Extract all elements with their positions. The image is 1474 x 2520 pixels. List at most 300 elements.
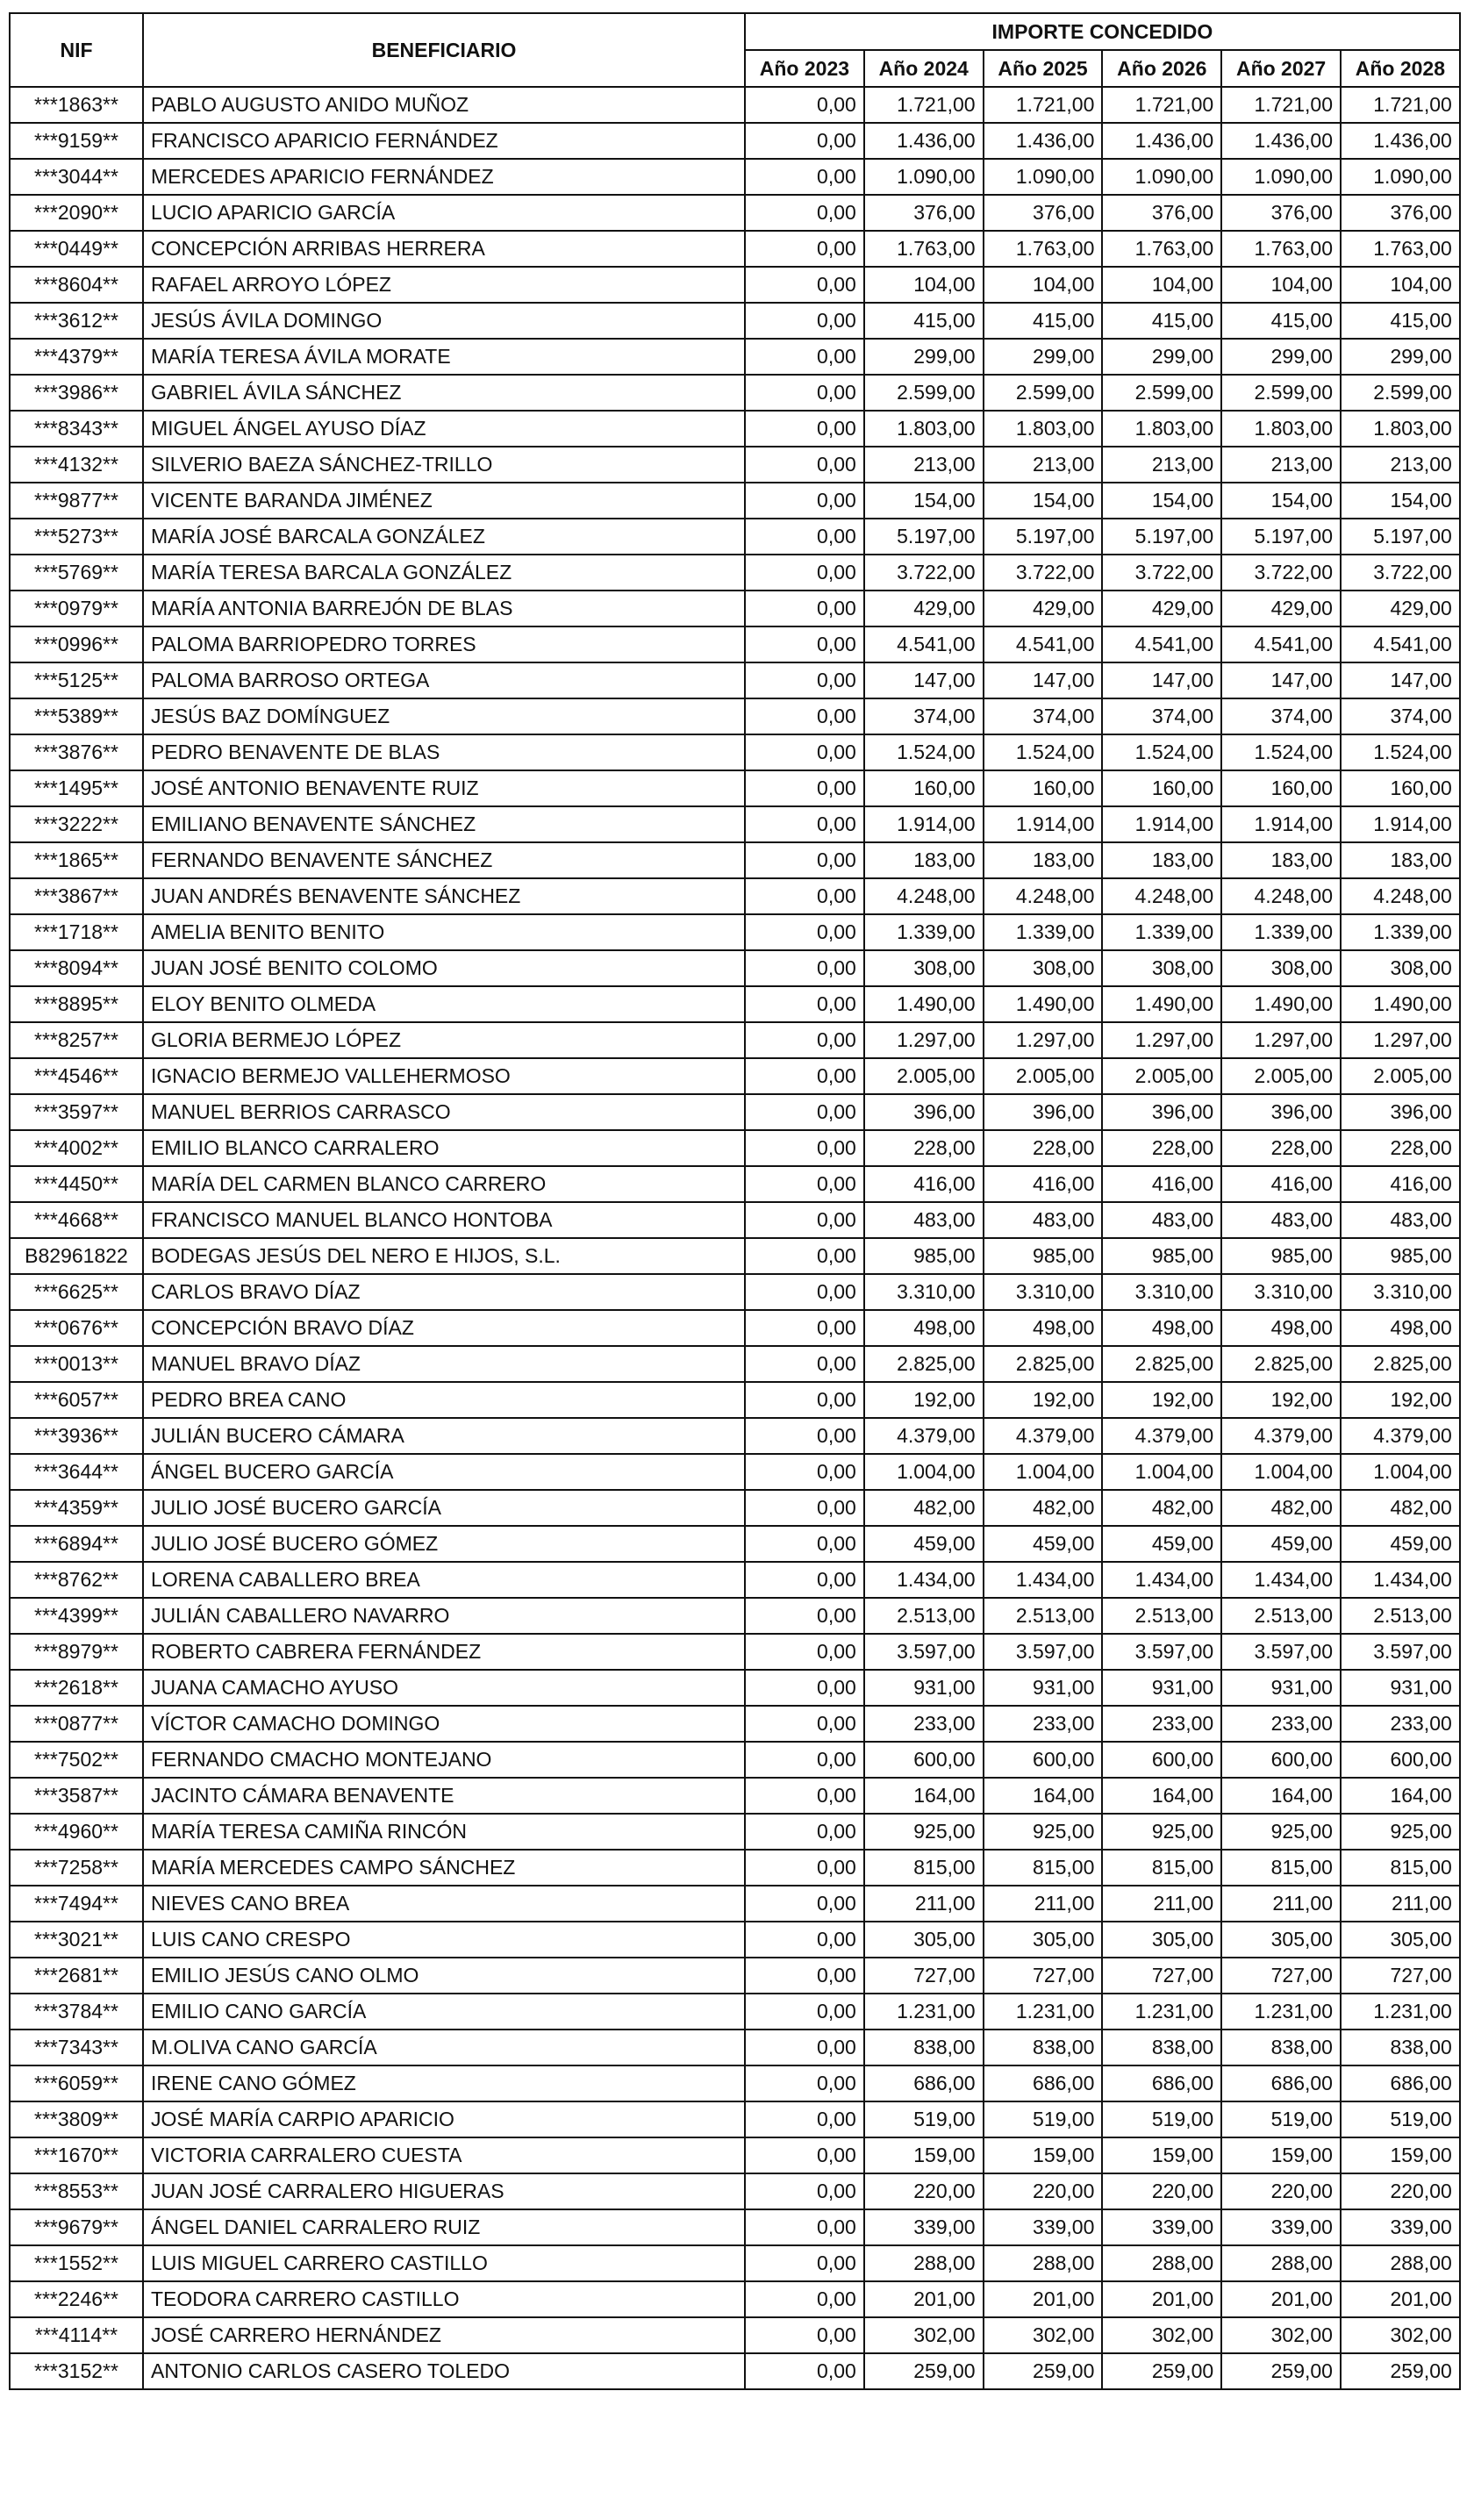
amount-cell-2025: 339,00 bbox=[984, 2209, 1103, 2245]
nif-cell: ***6625** bbox=[10, 1274, 143, 1310]
amount-cell-2025: 259,00 bbox=[984, 2353, 1103, 2389]
beneficiario-cell: JUAN JOSÉ CARRALERO HIGUERAS bbox=[143, 2173, 745, 2209]
amount-cell-2026: 4.541,00 bbox=[1102, 626, 1221, 662]
nif-cell: ***8979** bbox=[10, 1634, 143, 1670]
nif-cell: ***1865** bbox=[10, 842, 143, 878]
importe-concedido-header: IMPORTE CONCEDIDO bbox=[745, 13, 1460, 50]
amount-cell-2024: 416,00 bbox=[864, 1166, 984, 1202]
amount-cell-2026: 1.721,00 bbox=[1102, 87, 1221, 123]
beneficiario-cell: ÁNGEL DANIEL CARRALERO RUIZ bbox=[143, 2209, 745, 2245]
table-row bbox=[10, 698, 1460, 734]
nif-cell: ***2246** bbox=[10, 2281, 143, 2317]
amount-cell-2024: 288,00 bbox=[864, 2245, 984, 2281]
table-row bbox=[10, 878, 1460, 914]
amount-cell-2026: 2.599,00 bbox=[1102, 375, 1221, 411]
beneficiario-cell: CONCEPCIÓN BRAVO DÍAZ bbox=[143, 1310, 745, 1346]
amount-cell-2028: 519,00 bbox=[1341, 2101, 1460, 2137]
table-row bbox=[10, 1130, 1460, 1166]
table-row bbox=[10, 1634, 1460, 1670]
table-row bbox=[10, 1598, 1460, 1634]
amount-cell-2027: 147,00 bbox=[1221, 662, 1341, 698]
amount-cell-2027: 228,00 bbox=[1221, 1130, 1341, 1166]
amount-cell-2025: 1.803,00 bbox=[984, 411, 1103, 447]
beneficiario-cell: JACINTO CÁMARA BENAVENTE bbox=[143, 1778, 745, 1814]
beneficiario-cell: MERCEDES APARICIO FERNÁNDEZ bbox=[143, 159, 745, 195]
amount-cell-2027: 201,00 bbox=[1221, 2281, 1341, 2317]
amount-cell-2025: 1.339,00 bbox=[984, 914, 1103, 950]
amount-cell-2023: 0,00 bbox=[745, 1166, 864, 1202]
amount-cell-2027: 519,00 bbox=[1221, 2101, 1341, 2137]
amount-cell-2027: 233,00 bbox=[1221, 1706, 1341, 1742]
nif-cell: ***0877** bbox=[10, 1706, 143, 1742]
amount-cell-2027: 925,00 bbox=[1221, 1814, 1341, 1850]
amount-cell-2027: 376,00 bbox=[1221, 195, 1341, 231]
table-row bbox=[10, 1562, 1460, 1598]
nif-cell: ***6894** bbox=[10, 1526, 143, 1562]
amount-cell-2027: 4.541,00 bbox=[1221, 626, 1341, 662]
amount-cell-2026: 211,00 bbox=[1102, 1886, 1221, 1922]
amount-cell-2027: 339,00 bbox=[1221, 2209, 1341, 2245]
amount-cell-2023: 0,00 bbox=[745, 2281, 864, 2317]
beneficiario-cell: FERNANDO BENAVENTE SÁNCHEZ bbox=[143, 842, 745, 878]
nif-cell: ***3644** bbox=[10, 1454, 143, 1490]
amount-cell-2027: 931,00 bbox=[1221, 1670, 1341, 1706]
amount-cell-2023: 0,00 bbox=[745, 1886, 864, 1922]
amount-cell-2025: 213,00 bbox=[984, 447, 1103, 483]
amount-cell-2026: 815,00 bbox=[1102, 1850, 1221, 1886]
amount-cell-2028: 2.599,00 bbox=[1341, 375, 1460, 411]
amount-cell-2028: 154,00 bbox=[1341, 483, 1460, 519]
beneficiario-cell: PABLO AUGUSTO ANIDO MUÑOZ bbox=[143, 87, 745, 123]
amount-cell-2026: 838,00 bbox=[1102, 2030, 1221, 2065]
amount-cell-2024: 183,00 bbox=[864, 842, 984, 878]
amount-cell-2028: 1.339,00 bbox=[1341, 914, 1460, 950]
year-header-2028: Año 2028 bbox=[1341, 50, 1460, 87]
amount-cell-2028: 396,00 bbox=[1341, 1094, 1460, 1130]
table-row bbox=[10, 1094, 1460, 1130]
amount-cell-2024: 305,00 bbox=[864, 1922, 984, 1958]
nif-cell: ***1718** bbox=[10, 914, 143, 950]
amount-cell-2023: 0,00 bbox=[745, 339, 864, 375]
header-row-top bbox=[10, 13, 1460, 50]
nif-cell: ***3809** bbox=[10, 2101, 143, 2137]
beneficiario-cell: LUIS CANO CRESPO bbox=[143, 1922, 745, 1958]
amount-cell-2027: 302,00 bbox=[1221, 2317, 1341, 2353]
amount-cell-2025: 1.914,00 bbox=[984, 806, 1103, 842]
amount-cell-2026: 201,00 bbox=[1102, 2281, 1221, 2317]
amount-cell-2027: 211,00 bbox=[1221, 1886, 1341, 1922]
amount-cell-2028: 931,00 bbox=[1341, 1670, 1460, 1706]
amount-cell-2026: 3.310,00 bbox=[1102, 1274, 1221, 1310]
amount-cell-2024: 2.599,00 bbox=[864, 375, 984, 411]
beneficiario-cell: FRANCISCO MANUEL BLANCO HONTOBA bbox=[143, 1202, 745, 1238]
amount-cell-2027: 483,00 bbox=[1221, 1202, 1341, 1238]
amount-cell-2028: 183,00 bbox=[1341, 842, 1460, 878]
beneficiario-cell: EMILIO BLANCO CARRALERO bbox=[143, 1130, 745, 1166]
amount-cell-2025: 1.524,00 bbox=[984, 734, 1103, 770]
amount-cell-2024: 201,00 bbox=[864, 2281, 984, 2317]
amount-cell-2027: 192,00 bbox=[1221, 1382, 1341, 1418]
amount-cell-2024: 498,00 bbox=[864, 1310, 984, 1346]
amount-cell-2028: 4.379,00 bbox=[1341, 1418, 1460, 1454]
amount-cell-2025: 2.599,00 bbox=[984, 375, 1103, 411]
amount-cell-2027: 3.722,00 bbox=[1221, 555, 1341, 591]
amount-cell-2024: 302,00 bbox=[864, 2317, 984, 2353]
amount-cell-2023: 0,00 bbox=[745, 1094, 864, 1130]
amount-cell-2025: 302,00 bbox=[984, 2317, 1103, 2353]
amount-cell-2023: 0,00 bbox=[745, 2173, 864, 2209]
amount-cell-2028: 498,00 bbox=[1341, 1310, 1460, 1346]
nif-cell: ***4359** bbox=[10, 1490, 143, 1526]
amount-cell-2028: 416,00 bbox=[1341, 1166, 1460, 1202]
amount-cell-2024: 1.339,00 bbox=[864, 914, 984, 950]
amount-cell-2023: 0,00 bbox=[745, 698, 864, 734]
nif-cell: ***4379** bbox=[10, 339, 143, 375]
beneficiario-cell: NIEVES CANO BREA bbox=[143, 1886, 745, 1922]
amount-cell-2023: 0,00 bbox=[745, 1022, 864, 1058]
table-row bbox=[10, 1238, 1460, 1274]
amount-cell-2024: 259,00 bbox=[864, 2353, 984, 2389]
beneficiario-cell: LORENA CABALLERO BREA bbox=[143, 1562, 745, 1598]
nif-cell: ***1670** bbox=[10, 2137, 143, 2173]
nif-cell: ***1552** bbox=[10, 2245, 143, 2281]
table-row bbox=[10, 159, 1460, 195]
amount-cell-2026: 483,00 bbox=[1102, 1202, 1221, 1238]
nif-cell: ***4668** bbox=[10, 1202, 143, 1238]
nif-cell: ***9159** bbox=[10, 123, 143, 159]
amount-cell-2024: 815,00 bbox=[864, 1850, 984, 1886]
amount-cell-2028: 1.524,00 bbox=[1341, 734, 1460, 770]
amount-cell-2028: 339,00 bbox=[1341, 2209, 1460, 2245]
table-row bbox=[10, 1058, 1460, 1094]
table-row bbox=[10, 1382, 1460, 1418]
amount-cell-2024: 192,00 bbox=[864, 1382, 984, 1418]
amount-cell-2025: 429,00 bbox=[984, 591, 1103, 626]
amount-cell-2027: 1.721,00 bbox=[1221, 87, 1341, 123]
amount-cell-2026: 1.490,00 bbox=[1102, 986, 1221, 1022]
amount-cell-2028: 308,00 bbox=[1341, 950, 1460, 986]
amount-cell-2025: 838,00 bbox=[984, 2030, 1103, 2065]
amount-cell-2026: 220,00 bbox=[1102, 2173, 1221, 2209]
amount-cell-2025: 1.434,00 bbox=[984, 1562, 1103, 1598]
table-row bbox=[10, 914, 1460, 950]
amount-cell-2023: 0,00 bbox=[745, 1490, 864, 1526]
amount-cell-2023: 0,00 bbox=[745, 591, 864, 626]
amount-cell-2026: 1.436,00 bbox=[1102, 123, 1221, 159]
amount-cell-2027: 154,00 bbox=[1221, 483, 1341, 519]
amount-cell-2026: 3.722,00 bbox=[1102, 555, 1221, 591]
nif-cell: ***8895** bbox=[10, 986, 143, 1022]
nif-cell: ***1863** bbox=[10, 87, 143, 123]
amount-cell-2025: 220,00 bbox=[984, 2173, 1103, 2209]
amount-cell-2027: 396,00 bbox=[1221, 1094, 1341, 1130]
amount-cell-2025: 228,00 bbox=[984, 1130, 1103, 1166]
amount-cell-2023: 0,00 bbox=[745, 1058, 864, 1094]
beneficiario-cell: JULIÁN CABALLERO NAVARRO bbox=[143, 1598, 745, 1634]
amount-cell-2028: 459,00 bbox=[1341, 1526, 1460, 1562]
nif-cell: ***8257** bbox=[10, 1022, 143, 1058]
amount-cell-2025: 1.721,00 bbox=[984, 87, 1103, 123]
amount-cell-2026: 925,00 bbox=[1102, 1814, 1221, 1850]
nif-cell: ***5273** bbox=[10, 519, 143, 555]
beneficiario-cell: JULIÁN BUCERO CÁMARA bbox=[143, 1418, 745, 1454]
table-row bbox=[10, 806, 1460, 842]
nif-cell: ***3876** bbox=[10, 734, 143, 770]
amount-cell-2023: 0,00 bbox=[745, 447, 864, 483]
amount-cell-2023: 0,00 bbox=[745, 231, 864, 267]
table-row bbox=[10, 986, 1460, 1022]
amount-cell-2023: 0,00 bbox=[745, 1526, 864, 1562]
amount-cell-2023: 0,00 bbox=[745, 1418, 864, 1454]
amount-cell-2025: 2.825,00 bbox=[984, 1346, 1103, 1382]
amount-cell-2024: 4.379,00 bbox=[864, 1418, 984, 1454]
amount-cell-2025: 288,00 bbox=[984, 2245, 1103, 2281]
amount-cell-2027: 299,00 bbox=[1221, 339, 1341, 375]
beneficiario-cell: GABRIEL ÁVILA SÁNCHEZ bbox=[143, 375, 745, 411]
amount-cell-2023: 0,00 bbox=[745, 2101, 864, 2137]
amount-cell-2023: 0,00 bbox=[745, 2137, 864, 2173]
beneficiario-cell: MARÍA TERESA ÁVILA MORATE bbox=[143, 339, 745, 375]
amount-cell-2025: 160,00 bbox=[984, 770, 1103, 806]
amount-cell-2024: 1.490,00 bbox=[864, 986, 984, 1022]
amount-cell-2023: 0,00 bbox=[745, 986, 864, 1022]
amount-cell-2026: 482,00 bbox=[1102, 1490, 1221, 1526]
amount-cell-2027: 183,00 bbox=[1221, 842, 1341, 878]
amount-cell-2028: 213,00 bbox=[1341, 447, 1460, 483]
amount-cell-2023: 0,00 bbox=[745, 1814, 864, 1850]
amount-cell-2026: 1.434,00 bbox=[1102, 1562, 1221, 1598]
amount-cell-2026: 985,00 bbox=[1102, 1238, 1221, 1274]
nif-cell: ***5125** bbox=[10, 662, 143, 698]
amount-cell-2026: 2.513,00 bbox=[1102, 1598, 1221, 1634]
amount-cell-2025: 147,00 bbox=[984, 662, 1103, 698]
amount-cell-2025: 4.379,00 bbox=[984, 1418, 1103, 1454]
beneficiario-cell: PEDRO BREA CANO bbox=[143, 1382, 745, 1418]
amount-cell-2024: 233,00 bbox=[864, 1706, 984, 1742]
amount-cell-2024: 727,00 bbox=[864, 1958, 984, 1994]
nif-cell: ***5389** bbox=[10, 698, 143, 734]
beneficiario-cell: RAFAEL ARROYO LÓPEZ bbox=[143, 267, 745, 303]
amount-cell-2027: 164,00 bbox=[1221, 1778, 1341, 1814]
amount-cell-2024: 1.004,00 bbox=[864, 1454, 984, 1490]
amount-cell-2025: 1.436,00 bbox=[984, 123, 1103, 159]
beneficiario-cell: MANUEL BRAVO DÍAZ bbox=[143, 1346, 745, 1382]
nif-cell: ***4399** bbox=[10, 1598, 143, 1634]
amount-cell-2027: 1.004,00 bbox=[1221, 1454, 1341, 1490]
amount-cell-2026: 1.803,00 bbox=[1102, 411, 1221, 447]
amount-cell-2027: 104,00 bbox=[1221, 267, 1341, 303]
beneficiario-cell: JULIO JOSÉ BUCERO GÓMEZ bbox=[143, 1526, 745, 1562]
amount-cell-2028: 228,00 bbox=[1341, 1130, 1460, 1166]
beneficiario-cell: SILVERIO BAEZA SÁNCHEZ-TRILLO bbox=[143, 447, 745, 483]
table-row bbox=[10, 231, 1460, 267]
amount-cell-2025: 985,00 bbox=[984, 1238, 1103, 1274]
amount-cell-2026: 4.248,00 bbox=[1102, 878, 1221, 914]
amount-cell-2027: 1.297,00 bbox=[1221, 1022, 1341, 1058]
amount-cell-2023: 0,00 bbox=[745, 2353, 864, 2389]
beneficiario-cell: MIGUEL ÁNGEL AYUSO DÍAZ bbox=[143, 411, 745, 447]
beneficiario-cell: MARÍA ANTONIA BARREJÓN DE BLAS bbox=[143, 591, 745, 626]
year-header-2023: Año 2023 bbox=[745, 50, 864, 87]
amount-cell-2025: 2.513,00 bbox=[984, 1598, 1103, 1634]
amount-cell-2025: 233,00 bbox=[984, 1706, 1103, 1742]
amount-cell-2027: 308,00 bbox=[1221, 950, 1341, 986]
amount-cell-2024: 519,00 bbox=[864, 2101, 984, 2137]
amount-cell-2023: 0,00 bbox=[745, 2209, 864, 2245]
table-row bbox=[10, 519, 1460, 555]
amount-cell-2025: 4.248,00 bbox=[984, 878, 1103, 914]
table-row bbox=[10, 1706, 1460, 1742]
nif-cell: ***4960** bbox=[10, 1814, 143, 1850]
amount-cell-2024: 931,00 bbox=[864, 1670, 984, 1706]
amount-cell-2026: 396,00 bbox=[1102, 1094, 1221, 1130]
amount-cell-2023: 0,00 bbox=[745, 1742, 864, 1778]
amount-cell-2023: 0,00 bbox=[745, 1238, 864, 1274]
table-row bbox=[10, 123, 1460, 159]
table-row bbox=[10, 1418, 1460, 1454]
amount-cell-2024: 1.434,00 bbox=[864, 1562, 984, 1598]
nif-cell: ***4114** bbox=[10, 2317, 143, 2353]
nif-cell: ***8762** bbox=[10, 1562, 143, 1598]
amount-cell-2027: 160,00 bbox=[1221, 770, 1341, 806]
amount-cell-2027: 600,00 bbox=[1221, 1742, 1341, 1778]
amount-cell-2024: 3.597,00 bbox=[864, 1634, 984, 1670]
nif-cell: ***6057** bbox=[10, 1382, 143, 1418]
nif-cell: B82961822 bbox=[10, 1238, 143, 1274]
amount-cell-2023: 0,00 bbox=[745, 1382, 864, 1418]
table-row bbox=[10, 1922, 1460, 1958]
amount-cell-2025: 931,00 bbox=[984, 1670, 1103, 1706]
beneficiario-cell: EMILIO CANO GARCÍA bbox=[143, 1994, 745, 2030]
year-header-2024: Año 2024 bbox=[864, 50, 984, 87]
amount-cell-2026: 288,00 bbox=[1102, 2245, 1221, 2281]
amount-cell-2027: 288,00 bbox=[1221, 2245, 1341, 2281]
amount-cell-2025: 482,00 bbox=[984, 1490, 1103, 1526]
amount-cell-2024: 376,00 bbox=[864, 195, 984, 231]
year-header-2027: Año 2027 bbox=[1221, 50, 1341, 87]
amount-cell-2024: 1.803,00 bbox=[864, 411, 984, 447]
beneficiario-cell: JOSÉ MARÍA CARPIO APARICIO bbox=[143, 2101, 745, 2137]
amount-cell-2023: 0,00 bbox=[745, 1778, 864, 1814]
amount-cell-2026: 1.524,00 bbox=[1102, 734, 1221, 770]
amount-cell-2027: 727,00 bbox=[1221, 1958, 1341, 1994]
amount-cell-2026: 2.825,00 bbox=[1102, 1346, 1221, 1382]
beneficiario-cell: JOSÉ ANTONIO BENAVENTE RUIZ bbox=[143, 770, 745, 806]
amount-cell-2027: 1.231,00 bbox=[1221, 1994, 1341, 2030]
amount-cell-2028: 727,00 bbox=[1341, 1958, 1460, 1994]
amount-cell-2024: 2.825,00 bbox=[864, 1346, 984, 1382]
amount-cell-2026: 5.197,00 bbox=[1102, 519, 1221, 555]
amount-cell-2028: 600,00 bbox=[1341, 1742, 1460, 1778]
amount-cell-2026: 1.297,00 bbox=[1102, 1022, 1221, 1058]
amount-cell-2025: 1.490,00 bbox=[984, 986, 1103, 1022]
beneficiario-cell: TEODORA CARRERO CASTILLO bbox=[143, 2281, 745, 2317]
amount-cell-2027: 1.914,00 bbox=[1221, 806, 1341, 842]
amount-cell-2025: 498,00 bbox=[984, 1310, 1103, 1346]
amount-cell-2027: 1.090,00 bbox=[1221, 159, 1341, 195]
amount-cell-2023: 0,00 bbox=[745, 1130, 864, 1166]
nif-cell: ***7343** bbox=[10, 2030, 143, 2065]
amount-cell-2028: 815,00 bbox=[1341, 1850, 1460, 1886]
amount-cell-2026: 429,00 bbox=[1102, 591, 1221, 626]
amount-cell-2028: 1.004,00 bbox=[1341, 1454, 1460, 1490]
nif-cell: ***4450** bbox=[10, 1166, 143, 1202]
amount-cell-2028: 3.597,00 bbox=[1341, 1634, 1460, 1670]
nif-cell: ***3612** bbox=[10, 303, 143, 339]
amount-cell-2024: 154,00 bbox=[864, 483, 984, 519]
amount-cell-2023: 0,00 bbox=[745, 662, 864, 698]
amount-cell-2027: 1.490,00 bbox=[1221, 986, 1341, 1022]
nif-cell: ***5769** bbox=[10, 555, 143, 591]
amount-cell-2028: 1.231,00 bbox=[1341, 1994, 1460, 2030]
amount-cell-2027: 1.434,00 bbox=[1221, 1562, 1341, 1598]
amount-cell-2023: 0,00 bbox=[745, 1598, 864, 1634]
amount-cell-2027: 259,00 bbox=[1221, 2353, 1341, 2389]
amount-cell-2027: 416,00 bbox=[1221, 1166, 1341, 1202]
amount-cell-2023: 0,00 bbox=[745, 375, 864, 411]
table-row bbox=[10, 1670, 1460, 1706]
amount-cell-2026: 159,00 bbox=[1102, 2137, 1221, 2173]
amount-cell-2023: 0,00 bbox=[745, 950, 864, 986]
amount-cell-2024: 308,00 bbox=[864, 950, 984, 986]
amount-cell-2024: 1.524,00 bbox=[864, 734, 984, 770]
amount-cell-2028: 429,00 bbox=[1341, 591, 1460, 626]
amount-cell-2026: 339,00 bbox=[1102, 2209, 1221, 2245]
amount-cell-2024: 374,00 bbox=[864, 698, 984, 734]
amount-cell-2027: 2.005,00 bbox=[1221, 1058, 1341, 1094]
beneficiario-cell: VÍCTOR CAMACHO DOMINGO bbox=[143, 1706, 745, 1742]
amount-cell-2028: 1.490,00 bbox=[1341, 986, 1460, 1022]
amount-cell-2026: 1.914,00 bbox=[1102, 806, 1221, 842]
amount-cell-2023: 0,00 bbox=[745, 1454, 864, 1490]
amount-cell-2026: 931,00 bbox=[1102, 1670, 1221, 1706]
table-row bbox=[10, 1814, 1460, 1850]
nif-cell: ***8343** bbox=[10, 411, 143, 447]
nif-cell: ***7258** bbox=[10, 1850, 143, 1886]
amount-cell-2028: 211,00 bbox=[1341, 1886, 1460, 1922]
amount-cell-2023: 0,00 bbox=[745, 2317, 864, 2353]
table-row bbox=[10, 1346, 1460, 1382]
amount-cell-2024: 104,00 bbox=[864, 267, 984, 303]
beneficiario-cell: PEDRO BENAVENTE DE BLAS bbox=[143, 734, 745, 770]
nif-cell: ***2618** bbox=[10, 1670, 143, 1706]
table-row bbox=[10, 375, 1460, 411]
amount-cell-2027: 498,00 bbox=[1221, 1310, 1341, 1346]
amount-cell-2026: 160,00 bbox=[1102, 770, 1221, 806]
table-row bbox=[10, 2173, 1460, 2209]
amount-cell-2026: 305,00 bbox=[1102, 1922, 1221, 1958]
beneficiario-cell: IRENE CANO GÓMEZ bbox=[143, 2065, 745, 2101]
nif-cell: ***4546** bbox=[10, 1058, 143, 1094]
nif-cell: ***8094** bbox=[10, 950, 143, 986]
amount-cell-2025: 5.197,00 bbox=[984, 519, 1103, 555]
amount-cell-2026: 213,00 bbox=[1102, 447, 1221, 483]
beneficiario-cell: CARLOS BRAVO DÍAZ bbox=[143, 1274, 745, 1310]
amount-cell-2028: 1.803,00 bbox=[1341, 411, 1460, 447]
amount-cell-2028: 686,00 bbox=[1341, 2065, 1460, 2101]
amount-cell-2028: 299,00 bbox=[1341, 339, 1460, 375]
amount-cell-2028: 192,00 bbox=[1341, 1382, 1460, 1418]
amount-cell-2023: 0,00 bbox=[745, 267, 864, 303]
amount-cell-2027: 4.379,00 bbox=[1221, 1418, 1341, 1454]
amount-cell-2028: 985,00 bbox=[1341, 1238, 1460, 1274]
amount-cell-2028: 925,00 bbox=[1341, 1814, 1460, 1850]
amount-cell-2024: 3.310,00 bbox=[864, 1274, 984, 1310]
amount-cell-2024: 213,00 bbox=[864, 447, 984, 483]
amount-cell-2025: 164,00 bbox=[984, 1778, 1103, 1814]
amount-cell-2028: 164,00 bbox=[1341, 1778, 1460, 1814]
table-row bbox=[10, 267, 1460, 303]
